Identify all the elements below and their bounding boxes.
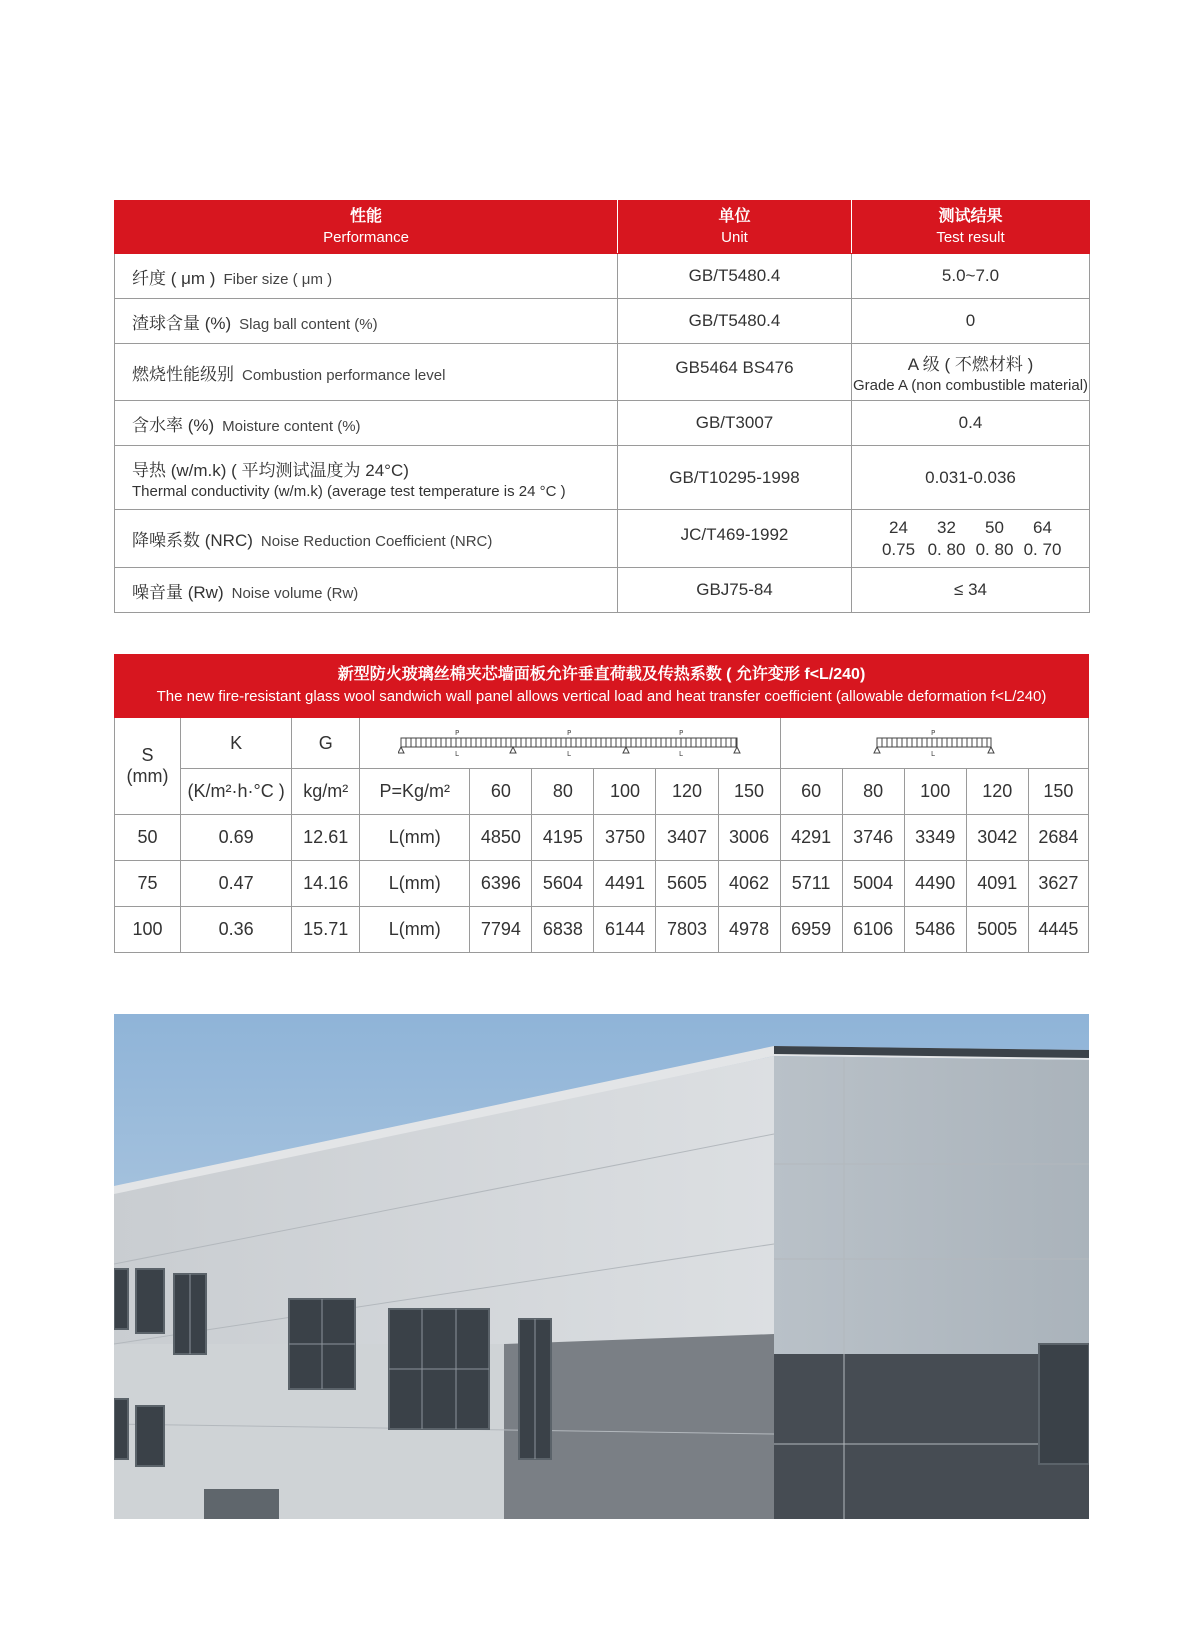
load-header: 150	[1028, 769, 1088, 815]
load-header: 150	[718, 769, 780, 815]
k-cell: 0.36	[181, 907, 292, 953]
span-cell: 5004	[842, 861, 904, 907]
load-header: 100	[904, 769, 966, 815]
load-header: 80	[532, 769, 594, 815]
table-row	[115, 401, 1090, 446]
g-cell: 15.71	[292, 907, 360, 953]
unit-cell: GB5464 BS476	[618, 344, 852, 401]
property-cell: 导热 (w/m.k) ( 平均测试温度为 24°C) Thermal conductivity (w/m.k) (average test temperature is 24 °C )	[115, 446, 618, 510]
property-cell: 噪音量 (Rw) Noise volume (Rw)	[115, 568, 618, 613]
k-header: K	[181, 718, 292, 769]
unit-cell: GB/T5480.4	[618, 254, 852, 299]
table-row	[115, 299, 1090, 344]
unit-cell: GB/T3007	[618, 401, 852, 446]
span-cell: 3746	[842, 815, 904, 861]
span-cell: 4195	[532, 815, 594, 861]
span-cell: 4062	[718, 861, 780, 907]
single-span-diagram-cell	[780, 718, 1088, 769]
result-cell: A 级 ( 不燃材料 ) Grade A (non combustible material)	[852, 344, 1090, 401]
header-test-result: 测试结果 Test result	[852, 201, 1090, 254]
span-cell: 4978	[718, 907, 780, 953]
nrc-result-cell	[852, 510, 1090, 568]
span-cell: 6396	[470, 861, 532, 907]
load-table	[114, 654, 1089, 953]
table-row	[115, 861, 1089, 907]
s-header: S (mm)	[115, 718, 181, 815]
result-cell: ≤ 34	[852, 568, 1090, 613]
unit-cell: GB/T5480.4	[618, 299, 852, 344]
span-cell: 4445	[1028, 907, 1088, 953]
single-span-beam-diagram	[869, 728, 999, 758]
property-cell: 降噪系数 (NRC) Noise Reduction Coefficient (NRC)	[115, 510, 618, 568]
table-row	[115, 344, 1090, 401]
p-cell: L(mm)	[360, 861, 470, 907]
header-performance: 性能 Performance	[115, 201, 618, 254]
load-table-subheader-row	[115, 769, 1089, 815]
svg-text:L: L	[678, 750, 683, 758]
property-cell: 燃烧性能级别 Combustion performance level	[115, 344, 618, 401]
g-cell: 12.61	[292, 815, 360, 861]
svg-text:L: L	[566, 750, 571, 758]
span-cell: 3407	[656, 815, 718, 861]
g-unit: kg/m²	[292, 769, 360, 815]
span-cell: 7794	[470, 907, 532, 953]
header-unit: 单位 Unit	[618, 201, 852, 254]
property-cell: 含水率 (%) Moisture content (%)	[115, 401, 618, 446]
building-illustration	[114, 1014, 1089, 1519]
result-cell: 0	[852, 299, 1090, 344]
span-cell: 4091	[966, 861, 1028, 907]
result-cell: 0.4	[852, 401, 1090, 446]
load-table-header-row	[115, 718, 1089, 769]
span-cell: 5604	[532, 861, 594, 907]
span-cell: 5605	[656, 861, 718, 907]
span-cell: 4490	[904, 861, 966, 907]
g-header: G	[292, 718, 360, 769]
s-cell: 75	[115, 861, 181, 907]
k-cell: 0.47	[181, 861, 292, 907]
p-cell: L(mm)	[360, 907, 470, 953]
svg-text:P: P	[566, 729, 572, 737]
table-row	[115, 815, 1089, 861]
span-cell: 6838	[532, 907, 594, 953]
load-header: 120	[656, 769, 718, 815]
svg-text:P: P	[454, 729, 460, 737]
s-cell: 100	[115, 907, 181, 953]
load-header: 60	[780, 769, 842, 815]
span-cell: 5005	[966, 907, 1028, 953]
load-table-title: 新型防火玻璃丝棉夹芯墙面板允许垂直荷载及传热系数 ( 允许变形 f<L/240) The new fire-resistant glass wool sandwich wall panel allows vertical load and heat transfer coefficient (allowable deformation f<L/240)	[115, 655, 1089, 718]
table-row	[115, 568, 1090, 613]
span-cell: 4291	[780, 815, 842, 861]
load-table-title-row	[115, 655, 1089, 718]
g-cell: 14.16	[292, 861, 360, 907]
unit-cell: GB/T10295-1998	[618, 446, 852, 510]
span-cell: 3627	[1028, 861, 1088, 907]
span-cell: 2684	[1028, 815, 1088, 861]
unit-cell: GBJ75-84	[618, 568, 852, 613]
property-cell: 纤度 ( μm ) Fiber size ( μm )	[115, 254, 618, 299]
span-cell: 5711	[780, 861, 842, 907]
svg-text:L: L	[454, 750, 459, 758]
span-cell: 5486	[904, 907, 966, 953]
svg-text:P: P	[678, 729, 684, 737]
nrc-values: 24 32 50 64 0.75 0. 80 0. 80 0. 70	[881, 517, 1062, 559]
span-cell: 3042	[966, 815, 1028, 861]
table-row	[115, 446, 1090, 510]
table-row	[115, 510, 1090, 568]
load-header: 120	[966, 769, 1028, 815]
unit-cell: JC/T469-1992	[618, 510, 852, 568]
span-cell: 7803	[656, 907, 718, 953]
span-cell: 3750	[594, 815, 656, 861]
span-cell: 4491	[594, 861, 656, 907]
result-cell: 0.031-0.036	[852, 446, 1090, 510]
k-unit: (K/m²·h·°C )	[181, 769, 292, 815]
table-row	[115, 907, 1089, 953]
span-cell: 4850	[470, 815, 532, 861]
span-cell: 6959	[780, 907, 842, 953]
svg-text:L: L	[931, 750, 936, 758]
performance-table	[114, 200, 1090, 613]
performance-header-row	[115, 201, 1090, 254]
building-photo	[114, 1014, 1089, 1519]
s-cell: 50	[115, 815, 181, 861]
table-row	[115, 254, 1090, 299]
span-cell: 3349	[904, 815, 966, 861]
p-header: P=Kg/m²	[360, 769, 470, 815]
result-cell: 5.0~7.0	[852, 254, 1090, 299]
multi-span-diagram-cell	[360, 718, 780, 769]
load-header: 60	[470, 769, 532, 815]
property-cell: 渣球含量 (%) Slag ball content (%)	[115, 299, 618, 344]
svg-text:P: P	[931, 729, 936, 737]
k-cell: 0.69	[181, 815, 292, 861]
load-header: 80	[842, 769, 904, 815]
span-cell: 3006	[718, 815, 780, 861]
multi-span-beam-diagram	[398, 728, 742, 758]
span-cell: 6106	[842, 907, 904, 953]
p-cell: L(mm)	[360, 815, 470, 861]
span-cell: 6144	[594, 907, 656, 953]
load-header: 100	[594, 769, 656, 815]
